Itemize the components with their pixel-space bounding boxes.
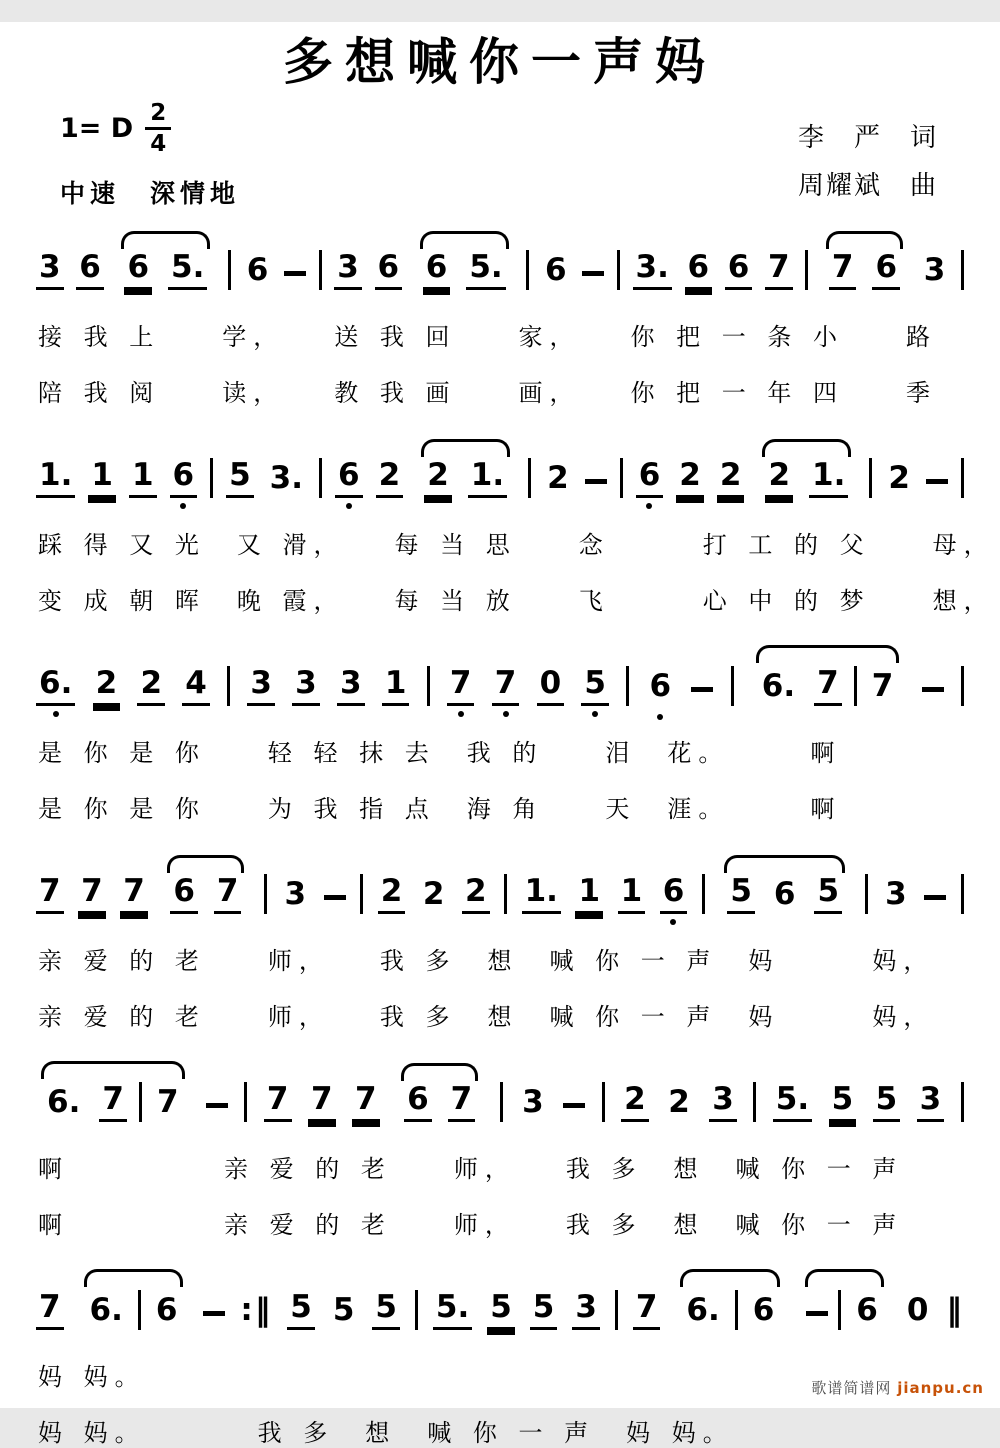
note: 7 [447, 668, 475, 706]
note: 3 [885, 875, 907, 912]
lyric-line-2: 亲 爱 的 老 师， 我 多 想 喊 你 一 声 妈 妈， [38, 1002, 935, 1031]
note: 2 [888, 459, 910, 496]
notation-row [30, 848, 970, 920]
note: 5 [814, 876, 842, 914]
note: 7 [871, 667, 894, 704]
barline [139, 1082, 142, 1122]
note: 2 [547, 459, 569, 496]
note: 3 [337, 668, 365, 706]
barline [528, 458, 531, 498]
note: 1. [468, 460, 507, 498]
dash-note-extension [585, 479, 607, 484]
music-system-3 [30, 640, 970, 824]
lyric-line-2: 变 成 朝 晖 晚 霞， 每 当 放 飞 心 中 的 梦 想， [38, 586, 995, 615]
note: 2 [621, 1084, 649, 1122]
note: 3 [247, 668, 275, 706]
barline [526, 250, 529, 290]
note: 2 [422, 875, 445, 912]
music-system-6 [30, 1264, 970, 1448]
watermark-site-name: 歌谱简谱网 [811, 1379, 892, 1397]
note: 1. [809, 460, 848, 498]
barline [961, 250, 964, 290]
note: 1 [88, 460, 116, 498]
notation-row [30, 224, 970, 296]
note: 2 [378, 876, 406, 914]
lyric-line-1: 是 你 是 你 轻 轻 抹 去 我 的 泪 花。 啊 [38, 738, 842, 767]
note: 5. [773, 1084, 812, 1122]
note: 6 [124, 252, 152, 290]
barline [620, 458, 623, 498]
note: 3 [284, 875, 307, 912]
dash-note-extension [563, 1103, 585, 1108]
notation-row [30, 1056, 970, 1128]
slur-tie-group [36, 1082, 190, 1122]
dash-note-extension [691, 687, 713, 692]
note: 6 [725, 252, 753, 290]
time-signature-numerator: 2 [145, 100, 171, 130]
note: 5 [829, 1084, 857, 1122]
time-signature-denominator: 4 [150, 131, 167, 158]
note: 7 [99, 1084, 127, 1122]
music-system-5 [30, 1056, 970, 1240]
note: 3 [292, 668, 320, 706]
lyric-line-1: 妈 妈。 [38, 1362, 146, 1391]
slur-tie-group [675, 1290, 785, 1330]
note: 6 [246, 251, 269, 288]
barline [615, 1290, 618, 1330]
slur-tie-group [79, 1290, 189, 1330]
barline [319, 250, 322, 290]
barline [138, 1290, 141, 1330]
note: 2 [462, 876, 490, 914]
note: 2 [676, 460, 704, 498]
note: 3 [917, 1084, 945, 1122]
note: 6 [544, 251, 567, 288]
note: 6 [646, 671, 674, 706]
lyric-line-1: 亲 爱 的 老 师， 我 多 想 喊 你 一 声 妈 妈， [38, 946, 935, 975]
slur-tie-group [396, 1080, 483, 1122]
note: 7 [829, 252, 857, 290]
note: 6 [773, 875, 796, 912]
barline [415, 1290, 418, 1330]
slur-tie-group [162, 872, 249, 914]
final-barline: ‖ [946, 1291, 964, 1328]
barline [228, 250, 231, 290]
note: 4 [182, 668, 210, 706]
note: 7 [765, 252, 793, 290]
notation-row [30, 640, 970, 712]
note: 6. [89, 1291, 123, 1328]
note: 2 [717, 460, 745, 498]
note: 7 [352, 1084, 380, 1122]
slur-tie-group [751, 666, 905, 706]
barline [865, 874, 868, 914]
note: 5 [487, 1292, 515, 1330]
note: 6. [761, 667, 796, 704]
note: 6 [404, 1084, 432, 1122]
slur-tie-group [719, 872, 850, 914]
barline [617, 250, 620, 290]
composer-credit: 周耀斌 曲 [797, 170, 938, 201]
watermark [811, 1377, 984, 1398]
key-tempo-block [60, 100, 240, 210]
music-system-1 [30, 224, 970, 408]
barline [961, 874, 964, 914]
key-prefix: 1= D [60, 113, 134, 145]
note: 3 [334, 252, 362, 290]
dash-note-extension [806, 1311, 828, 1316]
barline [753, 1082, 756, 1122]
lyric-line-2: 陪 我 阅 读， 教 我 画 画， 你 把 一 年 四 季 [38, 378, 938, 407]
dash-note-extension [203, 1311, 225, 1316]
note: 7 [633, 1292, 661, 1330]
note: 6 [423, 252, 451, 290]
barline [735, 1290, 738, 1330]
note: 5. [433, 1292, 472, 1330]
note: 5. [466, 252, 505, 290]
note: 6 [155, 1291, 178, 1328]
barline [731, 666, 734, 706]
barline [869, 458, 872, 498]
note: 2 [376, 460, 404, 498]
note: 7 [156, 1083, 179, 1120]
note: 6 [375, 252, 403, 290]
dash-note-extension [926, 479, 948, 484]
note: 3. [633, 252, 672, 290]
note: 3 [522, 1083, 544, 1120]
lyric-line-1: 啊 亲 爱 的 老 师， 我 多 想 喊 你 一 声 [38, 1154, 904, 1183]
note: 6 [76, 252, 104, 290]
barline [500, 1082, 503, 1122]
lyric-line-2: 妈 妈。 我 多 想 喊 你 一 声 妈 妈。 [38, 1418, 734, 1447]
barline [244, 1082, 247, 1122]
note: 5 [287, 1292, 315, 1330]
note: 6 [660, 876, 688, 914]
note: 6. [686, 1291, 720, 1328]
note: 5 [581, 668, 609, 706]
note: 6 [872, 252, 900, 290]
note: 7 [120, 876, 148, 914]
barline [854, 666, 857, 706]
notation-row [30, 1264, 970, 1336]
watermark-domain: jianpu.cn [897, 1379, 984, 1397]
lyric-line-1: 踩 得 又 光 又 滑， 每 当 思 念 打 工 的 父 母， [38, 530, 995, 559]
note: 6 [752, 1291, 775, 1328]
note: 7 [264, 1084, 292, 1122]
note: 2 [424, 460, 452, 498]
note: 7 [492, 668, 520, 706]
music-systems [0, 210, 1000, 1448]
note: 7 [214, 876, 242, 914]
barline [961, 1082, 964, 1122]
barline [961, 458, 964, 498]
note: 6 [335, 460, 363, 498]
slur-tie-group [415, 248, 514, 290]
barline [838, 1290, 841, 1330]
credits-block [798, 114, 938, 210]
note: 5 [727, 876, 755, 914]
barline [210, 458, 213, 498]
dash-note-extension [284, 271, 306, 276]
slur-tie-group [116, 248, 215, 290]
meta-row [0, 100, 1000, 210]
notation-row [30, 432, 970, 504]
slur-tie-group [416, 456, 515, 498]
barline [319, 458, 322, 498]
note: 7 [448, 1084, 476, 1122]
note: 1 [618, 876, 646, 914]
note: 7 [308, 1084, 336, 1122]
note: 5 [372, 1292, 400, 1330]
barline [602, 1082, 605, 1122]
music-system-2 [30, 432, 995, 616]
sheet-music-page [0, 22, 1000, 1447]
key-signature [60, 100, 240, 158]
barline [626, 666, 629, 706]
note: 5 [332, 1291, 355, 1328]
note: 3. [269, 459, 304, 496]
note: 2 [765, 460, 793, 498]
dash-note-extension [582, 271, 604, 276]
note: 1 [382, 668, 410, 706]
slur-tie-group [821, 248, 908, 290]
note: 3 [572, 1292, 600, 1330]
note: 2 [93, 668, 121, 706]
note: 5 [873, 1084, 901, 1122]
note: 5 [226, 460, 254, 498]
tempo-marking: 中速 深情地 [60, 178, 241, 208]
note: 7 [78, 876, 106, 914]
slur-tie-group [757, 456, 856, 498]
note: 5. [168, 252, 207, 290]
music-system-4 [30, 848, 970, 1032]
song-title: 多想喊你一声妈 [283, 32, 717, 91]
note: 7 [36, 1292, 64, 1330]
note: 6 [170, 876, 198, 914]
slur-tie-group [800, 1290, 889, 1330]
note: 3 [923, 251, 946, 288]
note: 7 [814, 668, 842, 706]
repeat-end-barline: :‖ [240, 1291, 273, 1328]
note: 1 [575, 876, 603, 914]
note: 1. [36, 460, 75, 498]
note: 6 [636, 460, 664, 498]
lyricist-credit: 李 严 词 [797, 122, 938, 153]
lyric-line-2: 是 你 是 你 为 我 指 点 海 角 天 涯。 啊 [38, 794, 842, 823]
barline [427, 666, 430, 706]
note: 3 [709, 1084, 737, 1122]
dash-note-extension [922, 687, 944, 692]
barline [360, 874, 363, 914]
note: 6 [685, 252, 713, 290]
note: 2 [137, 668, 165, 706]
note: 6. [36, 668, 75, 706]
note: 3 [36, 252, 64, 290]
barline [227, 666, 230, 706]
note: 1. [522, 876, 561, 914]
note: 6 [856, 1291, 878, 1328]
barline [702, 874, 705, 914]
dash-note-extension [324, 895, 346, 900]
barline [264, 874, 267, 914]
barline [504, 874, 507, 914]
note: 1 [129, 460, 157, 498]
rest-note: 0 [906, 1291, 929, 1328]
note: 6 [170, 460, 198, 498]
rest-note: 0 [537, 668, 565, 706]
dash-note-extension [924, 895, 946, 900]
time-signature [145, 100, 171, 158]
note: 7 [36, 876, 64, 914]
barline [805, 250, 808, 290]
lyric-line-1: 接 我 上 学， 送 我 回 家， 你 把 一 条 小 路 [38, 322, 938, 351]
barline [961, 666, 964, 706]
dash-note-extension [206, 1103, 228, 1108]
note: 5 [530, 1292, 558, 1330]
note: 2 [668, 1083, 690, 1120]
lyric-line-2: 啊 亲 爱 的 老 师， 我 多 想 喊 你 一 声 [38, 1210, 904, 1239]
note: 6. [47, 1083, 81, 1120]
